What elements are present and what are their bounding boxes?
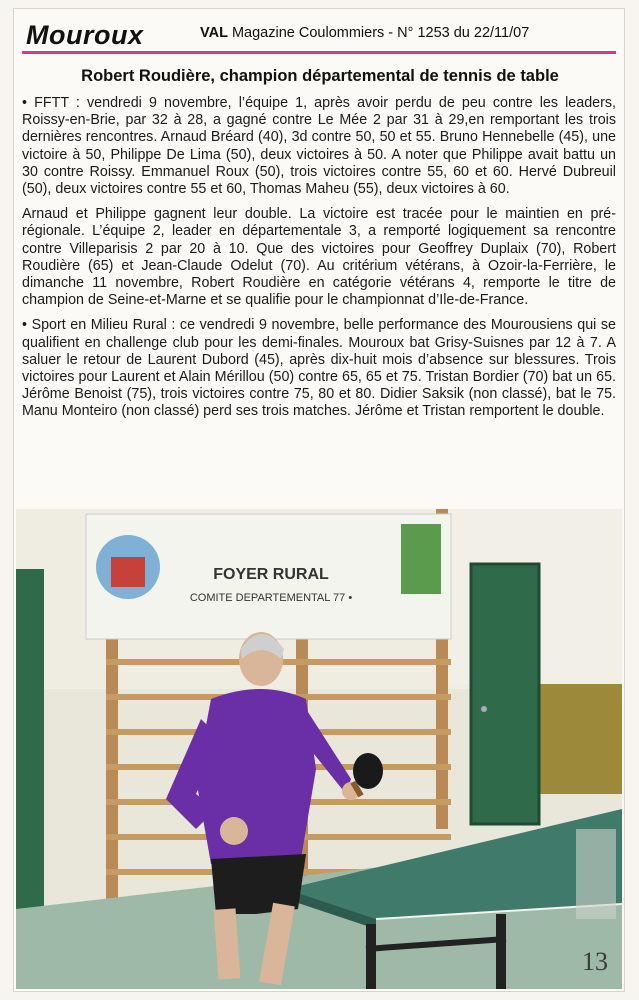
town-name: Mouroux	[26, 20, 144, 50]
paragraph-sport-rural: • Sport en Milieu Rural : ce vendredi 9 novembre, belle performance des Mourousiens qui se qualifient en challenge club pour les demi-finales. Mouroux bat Grisy-Suisnes par 12 à 7. A saluer le retour de Laurent Dubord (45), après dix-huit mois d’absence sur blessures. Trois victoires pour Laurent et Alain Mérillou (50) contre 65, 65 et 75. Tristan Bordier (70) bat un 65. Jérôme Benoist (75), trois victoires contre 75, 80 et 80. Didier Saksik (non classé), bat le 75. Manu Monteiro (non classé) perd ses trois matches. Jérôme et Tristan remportent le double.	[22, 317, 616, 420]
photo-table-tennis	[16, 509, 622, 989]
article-clipping	[13, 8, 625, 992]
source-line	[200, 25, 529, 41]
masthead	[22, 15, 616, 55]
source-publication: VAL	[200, 25, 228, 41]
banner	[86, 514, 451, 639]
banner-line1: FOYER RURAL	[213, 566, 329, 583]
page-number: 13	[582, 947, 608, 976]
photo-illustration	[16, 509, 622, 989]
banner-line2: COMITE DEPARTEMENTAL 77 •	[189, 592, 353, 604]
source-details: Magazine Coulommiers - N° 1253 du 22/11/07	[231, 25, 530, 41]
right-door	[471, 564, 539, 824]
paragraph-double: Arnaud et Philippe gagnent leur double. La victoire est tracée pour le maintien en pré-régionale. L’équipe 2, leader en départementale 3, a remporté logiquement sa rencontre contre Villeparisis 2 par 20 à 10. Que des victoires pour Geoffrey Duplaix (70), Robert Roudière (65) et Jean-Claude Odelut (70). Au critérium vétérans, à Ozoir-la-Ferrière, le dimanche 11 novembre, Robert Roudière en catégorie vétérans 4, remporte le titre de champion de Seine-et-Marne et se qualifie pour le championnat d’Ile-de-France.	[22, 206, 616, 309]
article-body	[22, 95, 616, 429]
article-headline: Robert Roudière, champion départemental de tennis de table	[81, 67, 559, 85]
paragraph-fftt: • FFTT : vendredi 9 novembre, l’équipe 1, après avoir perdu de peu contre les leaders, Roissy-en-Brie, par 32 à 28, a gagné contre Le Mée 2 par 31 à 29,en remportant les trois dernières rencontres. Arnaud Bréard (40), 3d contre 50, 50 et 55. Bruno Hennebelle (45), une victoire à 50, Philippe De Lima (50), deux victoires à 50. A noter que Philippe avait battu un 30 contre Roissy. Emmanuel Roux (50), trois victoires contre 55, 60 et 60. Hervé Dubreuil (50), deux victoires contre 55 et 60, Thomas Maheu (55), deux victoires à 60.	[22, 95, 616, 198]
left-door	[16, 569, 44, 914]
header-rule	[22, 51, 616, 54]
